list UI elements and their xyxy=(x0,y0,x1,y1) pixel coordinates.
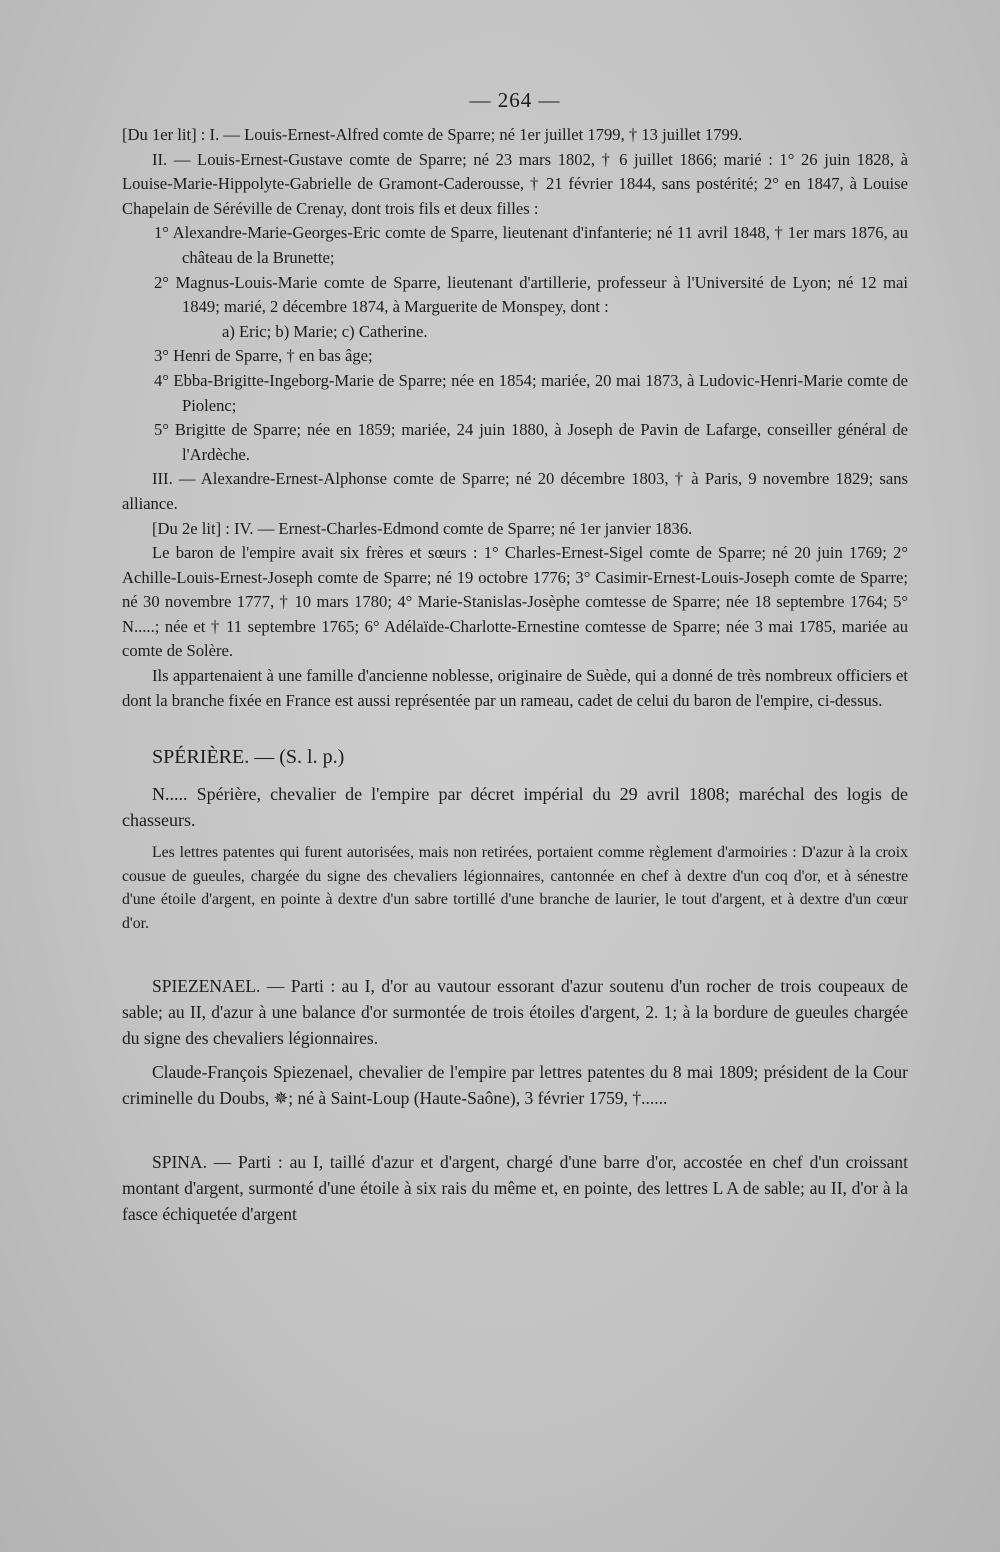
paragraph-siblings: Le baron de l'empire avait six frères et sœurs : 1° Charles-Ernest-Sigel comte de Sparre; né 20 juin 1769; 2° Achille-Louis-Ernest-Joseph comte de Sparre; né 19 octobre 1776; 3° Casimir-Ernest-Louis-Joseph comte de Sparre; né 30 novembre 1777, † 10 mars 1780; 4° Marie-Stanislas-Josèphe comtesse de Sparre; née 18 septembre 1764; 5° N.....; née et † 11 septembre 1765; 6° Adélaïde-Charlotte-Ernestine comtesse de Sparre; née 3 mai 1785, mariée au comte de Solère. xyxy=(122,543,908,661)
paragraph-speriere-2: Les lettres patentes qui furent autorisées, mais non retirées, portaient comme règlement d'armoiries : D'azur à la croix cousue de gueules, chargée du signe des chevaliers légionnaires, cantonnée en chef à dextre d'un coq d'or, et à sénestre d'une étoile d'argent, en pointe à dextre d'un sabre tortillé d'une branche de laurier, le tout d'argent, et à dextre d'un cœur d'or. xyxy=(122,844,908,932)
list-item-3: 3° Henri de Sparre, † en bas âge; xyxy=(154,346,373,366)
paragraph-first-marriage: [Du 1er lit] : I. — Louis-Ernest-Alfred comte de Sparre; né 1er juillet 1799, † 13 juillet 1799. xyxy=(122,125,743,144)
paragraph-spiezenael-1: Claude-François Spiezenael, chevalier de l'empire par lettres patentes du 8 mai 1809; président de la Cour criminelle du Doubs, ✵; né à Saint-Loup (Haute-Saône), 3 février 1759, †...... xyxy=(122,1062,908,1109)
paragraph-iv: [Du 2e lit] : IV. — Ernest-Charles-Edmond comte de Sparre; né 1er janvier 1836. xyxy=(152,518,693,538)
sub-item-children: a) Eric; b) Marie; c) Catherine. xyxy=(222,321,428,341)
page-number: — 264 — xyxy=(469,88,561,112)
list-item-5: 5° Brigitte de Sparre; née en 1859; mariée, 24 juin 1880, à Joseph de Pavin de Lafarge, conseiller général de l'Ardèche. xyxy=(154,420,908,464)
paragraph-family: Ils appartenaient à une famille d'ancienne noblesse, originaire de Suède, qui a donné de très nombreux officiers et dont la branche fixée en France est aussi représentée par un rameau, cadet de celui du baron de l'empire, ci-dessus. xyxy=(122,666,908,710)
list-item-1: 1° Alexandre-Marie-Georges-Eric comte de Sparre, lieutenant d'infanterie; né 11 avril 1848, † 1er mars 1876, au château de la Brunette; xyxy=(154,223,908,267)
heading-spiezenael: SPIEZENAEL. — Parti : au I, d'or au vautour essorant d'azur soutenu d'un rocher de trois coupeaux de sable; au II, d'azur à une balance d'or surmontée de trois étoiles d'argent, 2. 1; à la bordure de gueules chargée du signe des chevaliers légionnaires. xyxy=(122,976,908,1049)
paragraph-ii: II. — Louis-Ernest-Gustave comte de Sparre; né 23 mars 1802, † 6 juillet 1866; marié : 1° 26 juin 1828, à Louise-Marie-Hippolyte-Gabrielle de Gramont-Caderousse, † 21 février 1844, sans postérité; 2° en 1847, à Louise Chapelain de Séréville de Crenay, dont trois fils et deux filles : xyxy=(122,149,908,218)
heading-spina: SPINA. — Parti : au I, taillé d'azur et d'argent, chargé d'une barre d'or, accostée en chef d'un croissant montant d'argent, surmonté d'une étoile à six rais du même et, en pointe, des lettres L A de sable; au II, d'or à la fasce échiquetée d'argent xyxy=(122,1152,908,1225)
list-item-4: 4° Ebba-Brigitte-Ingeborg-Marie de Sparre; née en 1854; mariée, 20 mai 1873, à Ludovic-Henri-Marie comte de Piolenc; xyxy=(154,370,908,415)
list-item-2: 2° Magnus-Louis-Marie comte de Sparre, lieutenant d'artillerie, professeur à l'Université de Lyon; né 12 mai 1849; marié, 2 décembre 1874, à Marguerite de Monspey, dont : xyxy=(154,272,908,317)
paragraph-speriere-1: N..... Spérière, chevalier de l'empire par décret impérial du 29 avril 1808; maréchal des logis de chasseurs. xyxy=(122,784,908,831)
heading-speriere: SPÉRIÈRE. — (S. l. p.) xyxy=(152,746,345,769)
paragraph-iii: III. — Alexandre-Ernest-Alphonse comte de Sparre; né 20 décembre 1803, † à Paris, 9 novembre 1829; sans alliance. xyxy=(122,469,908,513)
